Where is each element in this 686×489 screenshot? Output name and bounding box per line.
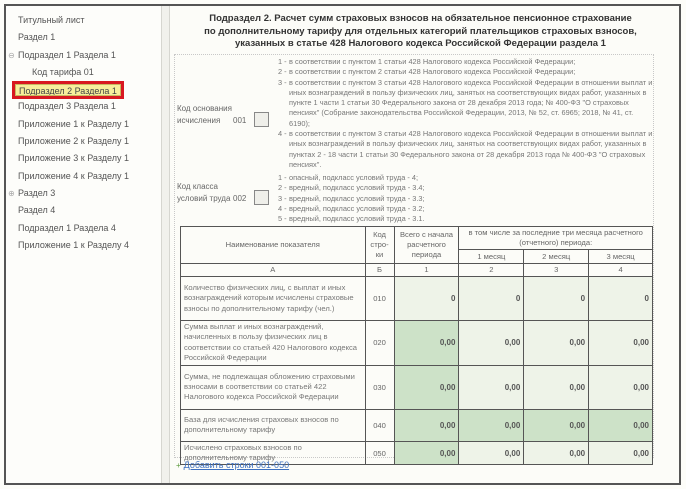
tree-item[interactable] xyxy=(6,116,161,133)
tree-item[interactable] xyxy=(6,168,161,185)
tree-item[interactable] xyxy=(6,98,161,115)
value-cell-month-1[interactable]: 0,00 xyxy=(459,409,524,441)
header-code: Код стро-ки xyxy=(365,227,394,264)
row-code: 030 xyxy=(365,365,394,409)
value-cell-total[interactable]: 0,00 xyxy=(394,365,459,409)
option-number: 4 - xyxy=(278,129,287,139)
code-class-input[interactable] xyxy=(254,190,269,205)
tree-item-label: Приложение 1 к Разделу 4 xyxy=(18,239,129,250)
option-text: в соответствии с пунктом 3 статьи 428 Налогового кодекса Российской Федерации в отношении выплат и иных вознаграждений в пользу физических лиц, занятых на соответствующих видах работ, указанных в пунктах 2 - 18 части 1 статьи 30 Федерального закона от 28 декабря 2013 года № 400-ФЗ "О страховых пенсиях". xyxy=(289,129,653,169)
option-line xyxy=(278,129,654,170)
tree-item-label: Приложение 4 к Разделу 1 xyxy=(18,170,129,181)
value-cell-month-3[interactable]: 0,00 xyxy=(589,365,653,409)
value-cell-month-3[interactable]: 0 xyxy=(589,277,653,321)
value-cell-month-2[interactable]: 0,00 xyxy=(524,441,589,465)
tree-item-label: Раздел 1 xyxy=(18,32,56,43)
value-cell-month-1[interactable]: 0 xyxy=(459,277,524,321)
form-title-line: по дополнительному тарифу для отдельных категорий плательщиков страховых взносов, xyxy=(204,25,637,37)
option-text: в соответствии с пунктом 2 статьи 428 Налогового кодекса Российской Федерации; xyxy=(289,67,576,77)
indicators-table xyxy=(180,226,653,465)
option-text: вредный, подкласс условий труда - 3.1. xyxy=(289,214,425,224)
option-line xyxy=(278,194,654,204)
tree-item-label: Код тарифа 01 xyxy=(32,66,94,77)
form-content xyxy=(172,6,669,483)
header-months-group: в том числе за последние три месяца расчетного (отчетного) периода: xyxy=(459,227,653,250)
tree-item[interactable] xyxy=(6,185,161,202)
header-month-2: 2 месяц xyxy=(524,250,589,264)
value-cell-month-1[interactable]: 0,00 xyxy=(459,321,524,366)
row-code: 050 xyxy=(365,441,394,465)
tree-item-label: Приложение 3 к Разделу 1 xyxy=(18,153,129,164)
code-class-label: Код класса условий труда xyxy=(177,182,231,203)
expand-icon[interactable]: ⊕ xyxy=(8,188,15,198)
tree-item[interactable] xyxy=(6,81,161,98)
value-cell-month-3[interactable]: 0,00 xyxy=(589,441,653,465)
option-line xyxy=(278,204,654,214)
tree-item-label: Подраздел 1 Раздела 4 xyxy=(18,222,116,233)
value-cell-total[interactable]: 0,00 xyxy=(394,441,459,465)
code-basis-input[interactable] xyxy=(254,112,269,127)
value-cell-month-1[interactable]: 0,00 xyxy=(459,441,524,465)
option-line xyxy=(278,67,654,77)
option-text: вредный, подкласс условий труда - 3.2; xyxy=(289,203,425,213)
value-cell-month-3[interactable]: 0,00 xyxy=(589,321,653,366)
option-text: в соответствии с пунктом 1 статьи 428 Налогового кодекса Российской Федерации; xyxy=(289,57,576,66)
tree-item-label: Приложение 1 к Разделу 1 xyxy=(18,118,129,129)
option-number: 3 - xyxy=(278,77,287,87)
sections-tree-panel xyxy=(6,6,162,483)
tree-item[interactable] xyxy=(6,150,161,167)
column-index-row xyxy=(181,264,653,277)
code-class-number: 002 xyxy=(233,194,247,203)
tree-item[interactable] xyxy=(6,220,161,237)
option-number: 3 - xyxy=(278,193,287,203)
row-name: Количество физических лиц, с выплат и иных вознаграждений которым исчислены страховые взносы по дополнительному тарифу (чел.) xyxy=(181,277,366,321)
report-window xyxy=(4,4,681,485)
option-line xyxy=(278,183,654,193)
option-line xyxy=(278,78,654,129)
value-cell-month-2[interactable]: 0,00 xyxy=(524,365,589,409)
code-basis-label: Код основания исчисления xyxy=(177,104,232,125)
value-cell-month-2[interactable]: 0,00 xyxy=(524,321,589,366)
option-line xyxy=(278,57,654,67)
tree-item-label: Подраздел 3 Раздела 1 xyxy=(18,101,116,112)
row-name: База для исчисления страховых взносов по дополнительному тарифу xyxy=(181,409,366,441)
option-number: 4 - xyxy=(278,203,287,213)
tree-item[interactable] xyxy=(6,47,161,64)
header-total: Всего с начала расчетного периода xyxy=(394,227,459,264)
value-cell-total[interactable]: 0 xyxy=(394,277,459,321)
tree-item-label: Подраздел 2 Раздела 1 xyxy=(12,81,124,99)
panel-splitter[interactable] xyxy=(162,6,170,483)
value-cell-month-1[interactable]: 0,00 xyxy=(459,365,524,409)
table-row xyxy=(181,321,653,366)
option-number: 2 - xyxy=(278,67,287,77)
sections-tree xyxy=(6,6,161,254)
tree-item-label: Приложение 2 к Разделу 1 xyxy=(18,136,129,147)
index-cell: 2 xyxy=(459,264,524,277)
header-name: Наименование показателя xyxy=(181,227,366,264)
table-row xyxy=(181,409,653,441)
tree-item[interactable] xyxy=(6,133,161,150)
code-class-options xyxy=(278,173,654,224)
tree-item[interactable] xyxy=(6,29,161,46)
row-name: Сумма, не подлежащая обложению страховыми взносами в соответствии со статьей 422 Налогового кодекса Российской Федерации xyxy=(181,365,366,409)
option-number: 1 - xyxy=(278,173,287,182)
option-line xyxy=(278,214,654,224)
option-line xyxy=(278,173,654,183)
code-basis-number: 001 xyxy=(233,116,247,125)
index-cell: Б xyxy=(365,264,394,277)
row-name: Сумма выплат и иных вознаграждений, начисленных в пользу физических лиц в соответствии со статьей 420 Налогового кодекса Российской Федерации xyxy=(181,321,366,366)
table-row xyxy=(181,277,653,321)
plus-icon: + xyxy=(176,461,181,470)
collapse-icon[interactable]: ⊖ xyxy=(8,50,15,60)
index-cell: 1 xyxy=(394,264,459,277)
row-name: Исчислено страховых взносов по дополнительному тарифу xyxy=(181,441,366,465)
add-rows-link[interactable] xyxy=(176,460,289,470)
code-basis-options xyxy=(278,57,654,170)
value-cell-month-3[interactable]: 0,00 xyxy=(589,409,653,441)
value-cell-total[interactable]: 0,00 xyxy=(394,409,459,441)
index-cell: 3 xyxy=(524,264,589,277)
tree-item[interactable] xyxy=(6,202,161,219)
header-month-1: 1 месяц xyxy=(459,250,524,264)
tree-item-label: Раздел 4 xyxy=(18,205,56,216)
option-text: вредный, подкласс условий труда - 3.4; xyxy=(289,183,425,193)
header-month-3: 3 месяц xyxy=(589,250,653,264)
form-title-line: указанных в статье 428 Налогового кодекса Российской Федерации раздела 1 xyxy=(235,38,606,49)
tree-item-label: Подраздел 1 Раздела 1 xyxy=(18,49,116,60)
option-text: вредный, подкласс условий труда - 3.3; xyxy=(289,193,425,203)
add-rows-label: Добавить строки 001-050 xyxy=(183,460,290,470)
option-text: в соответствии с пунктом 3 статьи 428 Налогового кодекса Российской Федерации в отношении выплат и иных вознаграждений в пользу физических лиц, занятых на соответствующих видах работ, указанных в пункте 1 части 1 статьи 30 Федерального закона от 28 декабря 2013 года; № 400-ФЗ "О страховых пенсиях" (Собрание законодательства Российской Федерации, 2013, № 52, ст. 6965; 2018, № 41, ст. 6190); xyxy=(289,77,653,128)
option-text: опасный, подкласс условий труда - 4; xyxy=(289,173,419,182)
tree-item[interactable] xyxy=(6,64,161,81)
value-cell-month-2[interactable]: 0 xyxy=(524,277,589,321)
index-cell: 4 xyxy=(589,264,653,277)
index-cell: А xyxy=(181,264,366,277)
tree-item-label: Титульный лист xyxy=(18,15,85,25)
form-title xyxy=(172,13,669,51)
row-code: 010 xyxy=(365,277,394,321)
row-code: 020 xyxy=(365,321,394,366)
row-code: 040 xyxy=(365,409,394,441)
value-cell-total[interactable]: 0,00 xyxy=(394,321,459,366)
table-row xyxy=(181,365,653,409)
option-number: 1 - xyxy=(278,57,287,66)
form-title-line: Подраздел 2. Расчет сумм страховых взносов на обязательное пенсионное страхование xyxy=(209,13,632,24)
value-cell-month-2[interactable]: 0,00 xyxy=(524,409,589,441)
option-number: 5 - xyxy=(278,214,287,224)
tree-item[interactable] xyxy=(6,12,161,29)
option-number: 2 - xyxy=(278,183,287,193)
tree-item-label: Раздел 3 xyxy=(18,187,56,198)
tree-item[interactable] xyxy=(6,237,161,254)
